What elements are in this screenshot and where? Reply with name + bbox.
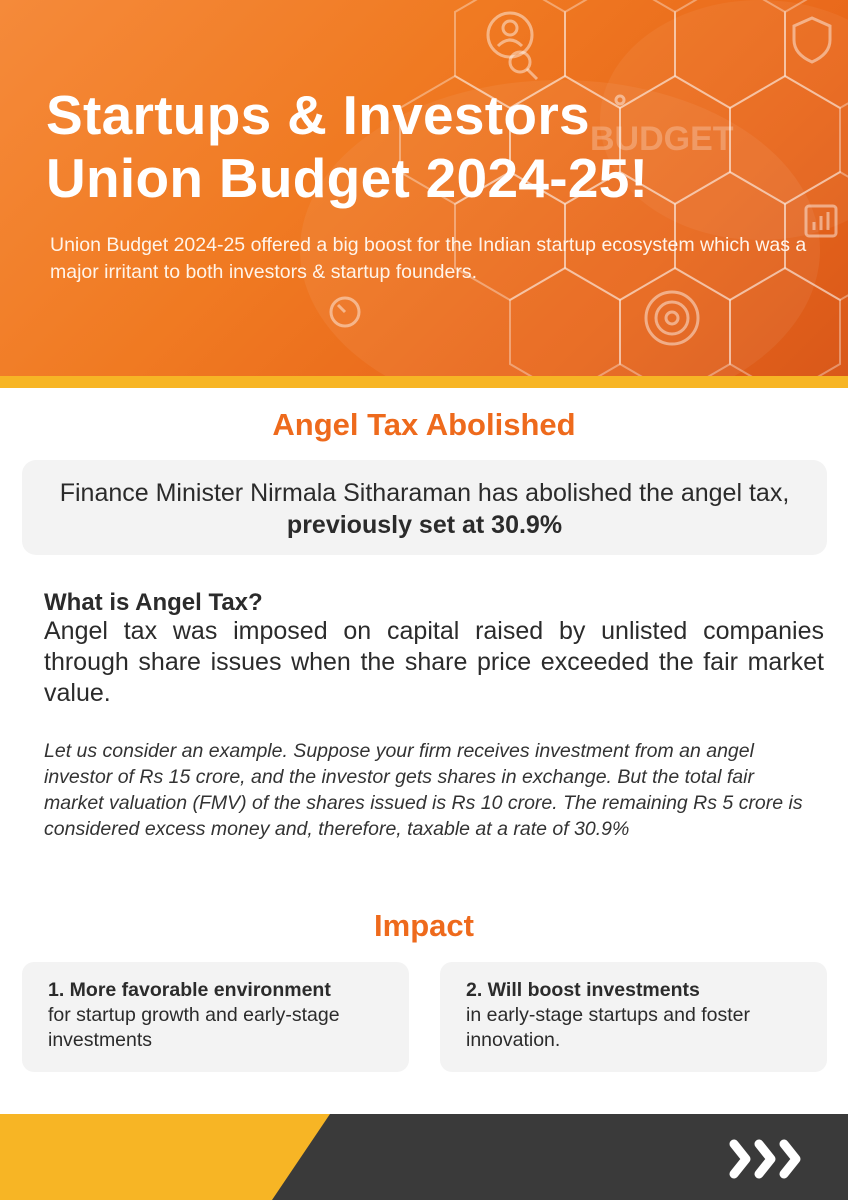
- budget-watermark: BUDGET: [590, 120, 734, 158]
- page-title: [46, 84, 806, 210]
- title-line-1: Startups & Investors: [46, 84, 590, 146]
- impact-card-2: [440, 962, 827, 1072]
- yellow-divider-strip: [0, 376, 848, 388]
- impact-card-title: 2. Will boost investments: [466, 979, 700, 1001]
- question-body: Angel tax was imposed on capital raised by unlisted companies through share issues when the share price exceeded the fair market value.: [44, 617, 824, 707]
- impact-card-1: [22, 962, 409, 1072]
- title-line-2: Union Budget 2024-25!: [46, 147, 649, 209]
- impact-card-title: 1. More favorable environment: [48, 979, 331, 1001]
- question-heading: What is Angel Tax?: [44, 589, 263, 616]
- hero-subtitle: Union Budget 2024-25 offered a big boost for the Indian startup ecosystem which was a major irritant to both investors & startup founders.: [50, 234, 807, 283]
- highlight-bold-text: previously set at 30.9%: [286, 511, 563, 539]
- impact-card-body: for startup growth and early-stage investments: [48, 1004, 340, 1051]
- impact-card-body: in early-stage startups and foster innovation.: [466, 1004, 750, 1051]
- highlight-card: [22, 460, 827, 555]
- example-paragraph: Let us consider an example. Suppose your firm receives investment from an angel investor of Rs 15 crore, and the investor gets shares in exchange. But the total fair market valuation (FMV) of the shares issued is Rs 10 crore. The remaining Rs 5 crore is considered excess money and, therefore, taxable at a rate of 30.9%: [44, 740, 803, 840]
- section-title-angel-tax: Angel Tax Abolished: [272, 407, 576, 442]
- footer-bar: [0, 1114, 848, 1200]
- footer-dark-band: [272, 1114, 848, 1200]
- hero-banner: [0, 0, 848, 376]
- highlight-text: Finance Minister Nirmala Sitharaman has abolished the angel tax,: [59, 479, 790, 507]
- section-title-impact: Impact: [374, 908, 474, 943]
